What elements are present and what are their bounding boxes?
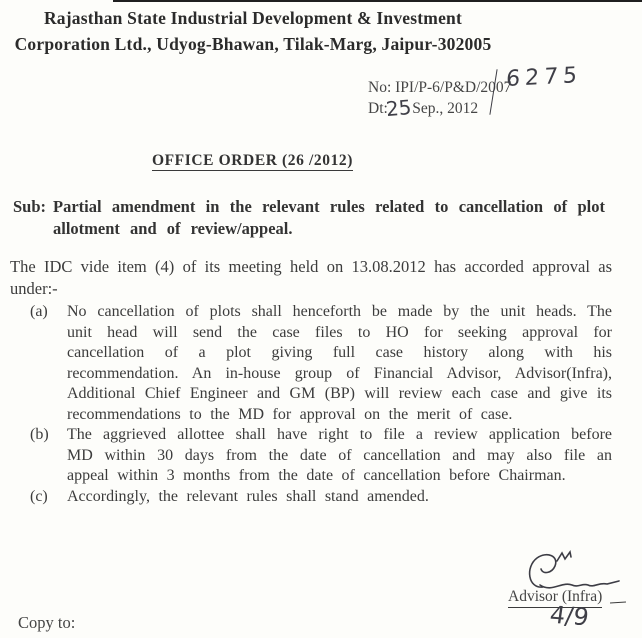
- org-name-line1: Rajasthan State Industrial Development & Investment: [43, 8, 463, 28]
- date-text: Sep., 2012: [412, 100, 479, 117]
- letterhead: [8, 5, 498, 57]
- order-item-c: [30, 487, 612, 508]
- reference-number: No: IPI/P-6/P&D/2007: [368, 79, 512, 96]
- order-item-b: [30, 425, 612, 487]
- item-b-label: (b): [30, 426, 49, 443]
- item-b-text: The aggrieved allottee shall have right to file a review application before MD within 30 days from the date of cancellation and may also file an appeal within 3 months from the date of cancellation before Chairman.: [67, 426, 612, 484]
- intro-paragraph: The IDC vide item (4) of its meeting held on 13.08.2012 has accorded approval as under:-: [10, 257, 612, 298]
- item-a-text: No cancellation of plots shall henceforth be made by the unit heads. The unit head will send the case files to HO for seeking approval for cancellation of a plot giving full case history along with his recommendation. An in-house group of Financial Advisor, Advisor(Infra), Additional Chief Engineer and GM (BP) will review each case and give its recommendations to the MD for approval on the merit of case.: [67, 303, 612, 423]
- subject-label: Sub:: [13, 197, 47, 216]
- underline-dash: [610, 601, 626, 603]
- reference-block: [368, 62, 583, 122]
- handwritten-day: 25: [384, 94, 413, 122]
- order-item-list: [30, 302, 612, 507]
- order-item-a: [30, 302, 612, 425]
- org-name-line2: Corporation Ltd., Udyog-Bhawan, Tilak-Marg, Jaipur-302005: [14, 34, 492, 54]
- scan-artifact-top-edge: [113, 0, 642, 2]
- subject-block: [13, 196, 605, 240]
- item-a-label: (a): [30, 303, 48, 320]
- handwritten-diary-number: 6275: [505, 62, 583, 93]
- item-c-text: Accordingly, the relevant rules shall stand amended.: [67, 487, 429, 505]
- subject-text: Partial amendment in the relevant rules related to cancellation of plot allotment and of review/appeal.: [53, 197, 605, 238]
- order-title: [0, 152, 505, 170]
- order-title-text: OFFICE ORDER (26 /2012): [151, 152, 354, 169]
- signatory-designation: Advisor (Infra): [508, 588, 602, 608]
- handwritten-page-note: 4/9: [548, 600, 591, 632]
- copy-to-label: Copy to:: [18, 613, 76, 632]
- date-label: Dt:: [368, 100, 388, 117]
- item-c-label: (c): [30, 487, 48, 505]
